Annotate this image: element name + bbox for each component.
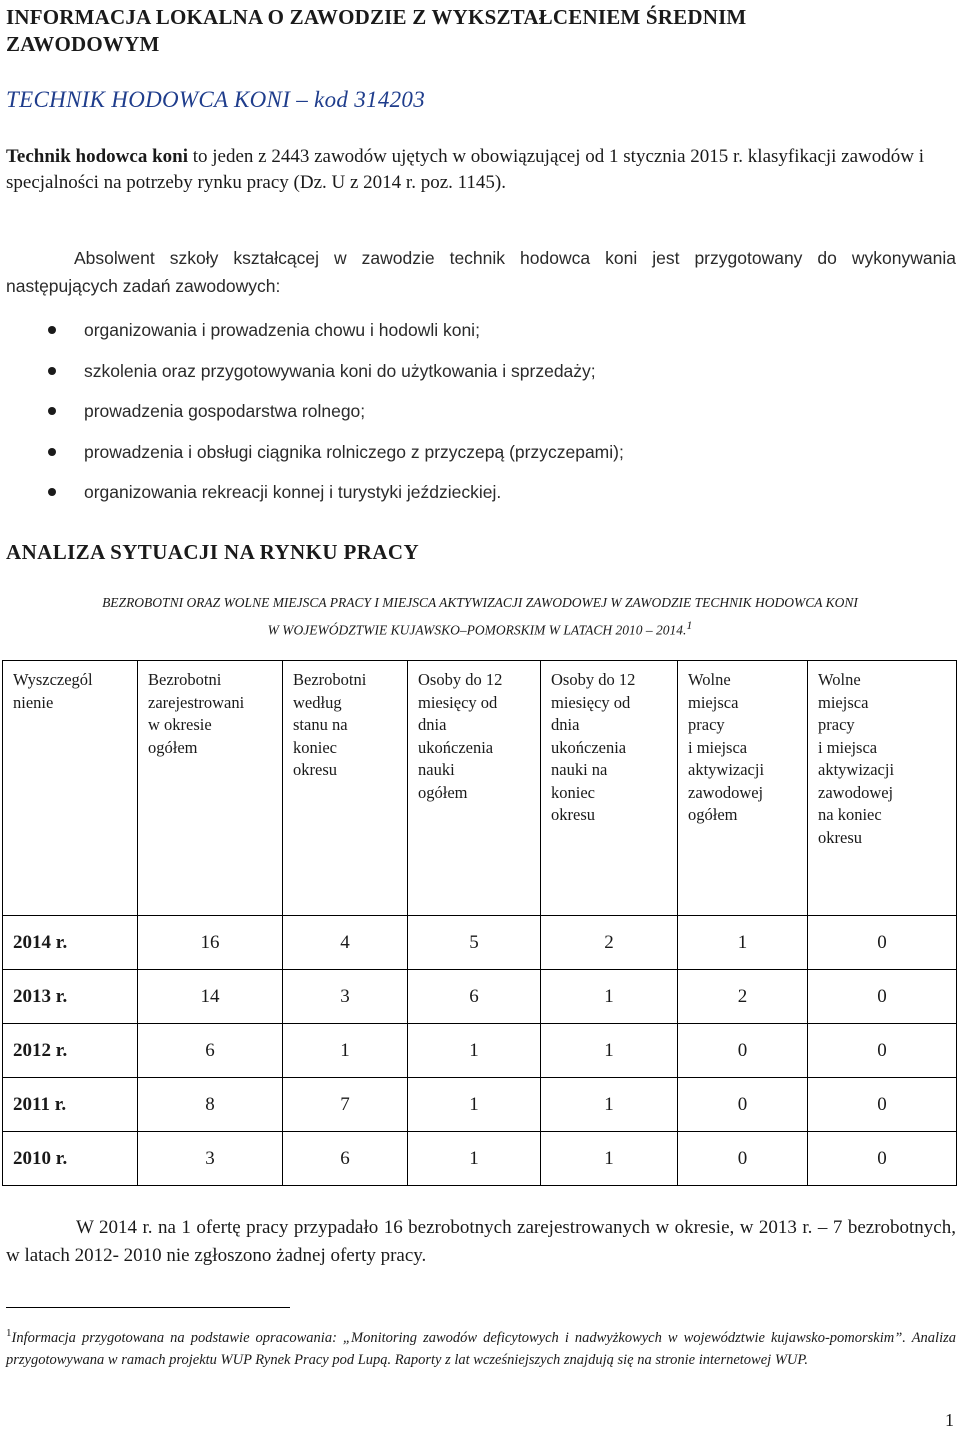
table-cell: 1: [541, 1078, 678, 1132]
column-header-line: miesięcy od: [551, 692, 631, 712]
document-title: [6, 4, 906, 58]
column-header-line: i miejsca: [818, 737, 878, 757]
table-cell: 0: [808, 1024, 957, 1078]
column-header-line: aktywizacji: [688, 760, 765, 779]
column-header-line: Osoby do 12: [551, 670, 636, 689]
column-header-line: aktywizacji: [818, 760, 895, 779]
column-header-line: nauki na: [551, 760, 608, 779]
task-text: prowadzenia i obsługi ciągnika rolniczego z przyczepą (przyczepami);: [84, 441, 624, 462]
table-cell: 0: [808, 1078, 957, 1132]
column-header-line: w okresie: [148, 715, 212, 734]
column-header-line: Bezrobotni: [148, 670, 222, 689]
table-cell: 1: [541, 970, 678, 1024]
table-cell: 0: [678, 1132, 808, 1186]
column-header: [808, 661, 957, 916]
table-row: [3, 970, 957, 1024]
table-cell: 1: [283, 1024, 408, 1078]
occupation-subtitle: TECHNIK HODOWCA KONI – kod 314203: [6, 87, 426, 112]
bullet-icon: [48, 448, 56, 456]
column-header-line: okresu: [551, 805, 595, 824]
column-header-line: koniec: [551, 782, 595, 802]
conclusion-text: W 2014 r. na 1 ofertę pracy przypadało 16 bezrobotnych zarejestrowanych w okresie, w 2013 r. – 7 bezrobotnych, w latach 2012- 2010 nie zgłoszono żadnej oferty pracy.: [6, 1217, 956, 1266]
column-header-line: nauki: [418, 760, 455, 779]
table-cell: 0: [678, 1078, 808, 1132]
bullet-icon: [48, 326, 56, 334]
unemployment-table: [2, 660, 957, 1186]
column-header-line: Bezrobotni: [293, 670, 367, 689]
title-line-2: ZAWODOWYM: [6, 32, 160, 56]
row-year: 2011 r.: [3, 1078, 138, 1132]
table-cell: 3: [138, 1132, 283, 1186]
column-header-line: zarejestrowani: [148, 692, 245, 712]
bullet-icon: [48, 367, 56, 375]
row-year: 2012 r.: [3, 1024, 138, 1078]
intro-occupation-name: Technik hodowca koni: [6, 146, 188, 167]
column-header: [541, 661, 678, 916]
page-number: 1: [945, 1410, 954, 1430]
column-header-line: Wolne: [818, 670, 861, 689]
column-header-line: na koniec: [818, 805, 882, 824]
table-cell: 7: [283, 1078, 408, 1132]
table-row: [3, 1024, 957, 1078]
table-cell: 2: [541, 916, 678, 970]
intro-text: to jeden z 2443 zawodów ujętych w obowiązującej od 1 stycznia 2015 r. klasyfikacji zawodów i specjalności na potrzeby rynku pracy (Dz. U z 2014 r. poz. 1145).: [6, 146, 925, 193]
column-header-line: dnia: [418, 715, 447, 734]
task-list: [48, 316, 948, 519]
table-cell: 1: [541, 1024, 678, 1078]
column-header-line: okresu: [818, 827, 862, 847]
table-cell: 3: [283, 970, 408, 1024]
column-header-line: stanu na: [293, 715, 348, 734]
table-cell: 2: [678, 970, 808, 1024]
table-caption-line-1: BEZROBOTNI ORAZ WOLNE MIEJSCA PRACY I MIEJSCA AKTYWIZACJI ZAWODOWEJ W ZAWODZIE TECHNIK HODOWCA KONI: [102, 595, 858, 610]
bullet-icon: [48, 488, 56, 496]
task-text: szkolenia oraz przygotowywania koni do użytkowania i sprzedaży;: [84, 360, 596, 381]
column-header-line: ogółem: [688, 805, 738, 824]
column-header-line: zawodowej: [818, 782, 894, 802]
column-header-line: według: [293, 692, 342, 712]
column-header-line: zawodowej: [688, 782, 764, 802]
task-text: organizowania rekreacji konnej i turystyki jeździeckiej.: [84, 482, 502, 502]
column-header-line: ogółem: [148, 737, 198, 757]
table-cell: 5: [408, 916, 541, 970]
column-header-line: okresu: [293, 760, 337, 779]
column-header-line: i miejsca: [688, 737, 748, 757]
column-header-line: koniec: [293, 737, 337, 757]
row-year: 2013 r.: [3, 970, 138, 1024]
column-header-line: pracy: [688, 715, 725, 734]
column-header: [678, 661, 808, 916]
column-header: [408, 661, 541, 916]
table-cell: 0: [808, 970, 957, 1024]
table-cell: 8: [138, 1078, 283, 1132]
column-header-line: miejsca: [688, 692, 739, 712]
table-cell: 1: [408, 1078, 541, 1132]
table-caption-line-2: W WOJEWÓDZTWIE KUJAWSKO–POMORSKIM W LATACH 2010 – 2014.$^1$: [267, 618, 693, 638]
table-cell: 0: [678, 1024, 808, 1078]
table-cell: 1: [408, 1024, 541, 1078]
row-year: 2010 r.: [3, 1132, 138, 1186]
table-cell: 1: [541, 1132, 678, 1186]
column-header: [138, 661, 283, 916]
table-header-row: [3, 661, 957, 916]
column-header: [283, 661, 408, 916]
footnote-mark: 1: [6, 1327, 12, 1339]
task-item: [48, 478, 948, 519]
column-header-line: Osoby do 12: [418, 670, 503, 689]
task-text: organizowania i prowadzenia chowu i hodowli koni;: [84, 320, 480, 340]
task-item: [48, 316, 948, 357]
footnote: [6, 1322, 956, 1372]
intro-paragraph: [6, 144, 956, 196]
footnote-text: Informacja przygotowana na podstawie opracowania: „Monitoring zawodów deficytowych i nadwyżkowych w województwie kujawsko-pomorskim”. Analiza przygotowywana w ramach projektu WUP Rynek Pracy pod Lupą. Raporty z lat wcześniejszych znajdują się na stronie internetowej WUP.: [6, 1329, 956, 1369]
table-caption: [0, 592, 960, 642]
table-cell: 16: [138, 916, 283, 970]
bullet-icon: [48, 407, 56, 415]
column-header-line: Wyszczegól: [13, 670, 93, 689]
table-cell: 1: [678, 916, 808, 970]
task-item: [48, 357, 948, 398]
table-cell: 0: [808, 916, 957, 970]
footnote-ref: 1: [686, 618, 693, 632]
column-header-line: pracy: [818, 715, 855, 734]
table-row: [3, 916, 957, 970]
column-header-line: dnia: [551, 715, 580, 734]
table-cell: 0: [808, 1132, 957, 1186]
table-cell: 4: [283, 916, 408, 970]
footnote-separator: [6, 1307, 290, 1308]
column-header-line: ukończenia: [551, 737, 627, 757]
column-header-line: miejsca: [818, 692, 869, 712]
table-cell: 14: [138, 970, 283, 1024]
conclusion-paragraph: [6, 1214, 956, 1270]
column-header: [3, 661, 138, 916]
description-paragraph: [6, 244, 956, 300]
row-year: 2014 r.: [3, 916, 138, 970]
column-header-line: miesięcy od: [418, 692, 498, 712]
table-cell: 6: [283, 1132, 408, 1186]
column-header-line: ukończenia: [418, 737, 494, 757]
table-row: [3, 1132, 957, 1186]
table-row: [3, 1078, 957, 1132]
task-item: [48, 397, 948, 438]
description-text: Absolwent szkoły kształcącej w zawodzie technik hodowca koni jest przygotowany do wykonywania następujących zadań zawodowych:: [6, 248, 956, 296]
section-heading: ANALIZA SYTUACJI NA RYNKU PRACY: [6, 540, 420, 564]
table-cell: 6: [408, 970, 541, 1024]
task-text: prowadzenia gospodarstwa rolnego;: [84, 401, 366, 421]
column-header-line: nienie: [13, 692, 54, 712]
table-cell: 1: [408, 1132, 541, 1186]
title-line-1: INFORMACJA LOKALNA O ZAWODZIE Z WYKSZTAŁCENIEM ŚREDNIM: [6, 5, 747, 29]
column-header-line: Wolne: [688, 670, 731, 689]
task-item: [48, 438, 948, 479]
column-header-line: ogółem: [418, 782, 468, 802]
table-cell: 6: [138, 1024, 283, 1078]
